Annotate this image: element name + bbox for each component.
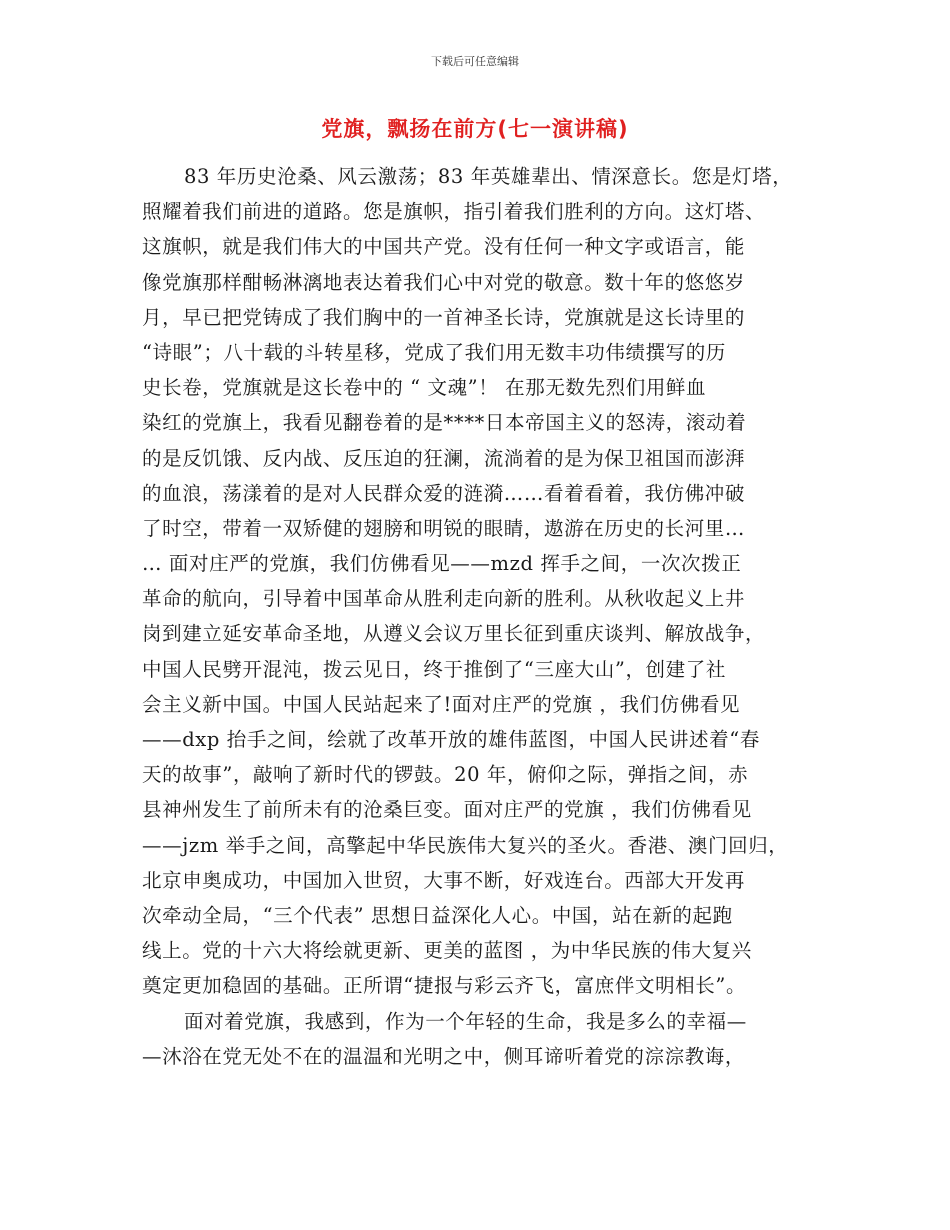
paragraph-line: 的血浪，荡漾着的是对人民群众爱的涟漪……看着看着，我仿佛冲破 [142,481,746,505]
paragraph-line: 县神州发生了前所未有的沧桑巨变。面对庄严的党旗 ，我们仿佛看见 [142,798,752,822]
paragraph-line: 史长卷，党旗就是这长卷中的 “ 文魂”！ 在那无数先烈们用鲜血 [142,376,707,400]
paragraph-line: 染红的党旗上，我看见翻卷着的是****日本帝国主义的怒涛，滚动着 [142,411,747,435]
paragraph-line: 83 年历史沧桑、风云激荡；83 年英雄辈出、情深意长。您是灯塔， [184,165,793,188]
paragraph-line: 了时空，带着一双矫健的翅膀和明锐的眼睛，遨游在历史的长河里… [142,516,746,540]
paragraph-line: 中国人民劈开混沌，拨云见日，终于推倒了“三座大山”，创建了社 [142,657,726,681]
paragraph-line: 奠定更加稳固的基础。正所谓“捷报与彩云齐飞，富庶伴文明相长”。 [142,974,747,998]
paragraph-line: 岗到建立延安革命圣地，从遵义会议万里长征到重庆谈判、解放战争， [142,622,766,646]
paragraph-line: 线上。党的十六大将绘就更新、更美的蓝图 ，为中华民族的伟大复兴 [142,939,752,963]
paragraph-line: 照耀着我们前进的道路。您是旗帜，指引着我们胜利的方向。这灯塔、 [142,200,766,224]
document-title: 党旗，飘扬在前方(七一演讲稿) [321,117,629,141]
paragraph-line: 天的故事”，敲响了新时代的锣鼓。20 年，俯仰之际，弹指之间，赤 [142,763,749,787]
paragraph-line: 次牵动全局，“三个代表” 思想日益深化人心。中国，站在新的起跑 [142,903,733,927]
page-header-note: 下载后可任意编辑 [431,55,519,68]
paragraph-line: 月，早已把党铸成了我们胸中的一首神圣长诗，党旗就是这长诗里的 [142,305,746,329]
paragraph-line: 这旗帜，就是我们伟大的中国共产党。没有任何一种文字或语言，能 [142,235,746,259]
paragraph-line: 面对着党旗，我感到，作为一个年轻的生命，我是多么的幸福— [184,1009,747,1033]
paragraph-line: —沐浴在党无处不在的温温和光明之中，侧耳谛听着党的淙淙教诲， [142,1044,746,1068]
paragraph-line: 像党旗那样酣畅淋漓地表达着我们心中对党的敬意。数十年的悠悠岁 [142,270,746,294]
paragraph-line: ——dxp 抬手之间，绘就了改革开放的雄伟蓝图，中国人民讲述着“春 [142,728,760,751]
paragraph-line: … 面对庄严的党旗，我们仿佛看见——mzd 挥手之间，一次次拨正 [142,552,742,576]
paragraph-line: 会主义新中国。中国人民站起来了!面对庄严的党旗 ，我们仿佛看见 [142,692,741,716]
document-body [142,159,822,1074]
paragraph-line: 北京申奥成功，中国加入世贸，大事不断，好戏连台。西部大开发再 [142,868,746,892]
paragraph-line: 革命的航向，引导着中国革命从胜利走向新的胜利。从秋收起义上井 [142,587,746,611]
paragraph-line: “诗眼”；八十载的斗转星移，党成了我们用无数丰功伟绩撰写的历 [142,340,726,364]
paragraph-line: 的是反饥饿、反内战、反压迫的狂澜，流淌着的是为保卫祖国而澎湃 [142,446,746,470]
paragraph-line: ——jzm 举手之间，高擎起中华民族伟大复兴的圣火。香港、澳门回归， [142,833,789,857]
